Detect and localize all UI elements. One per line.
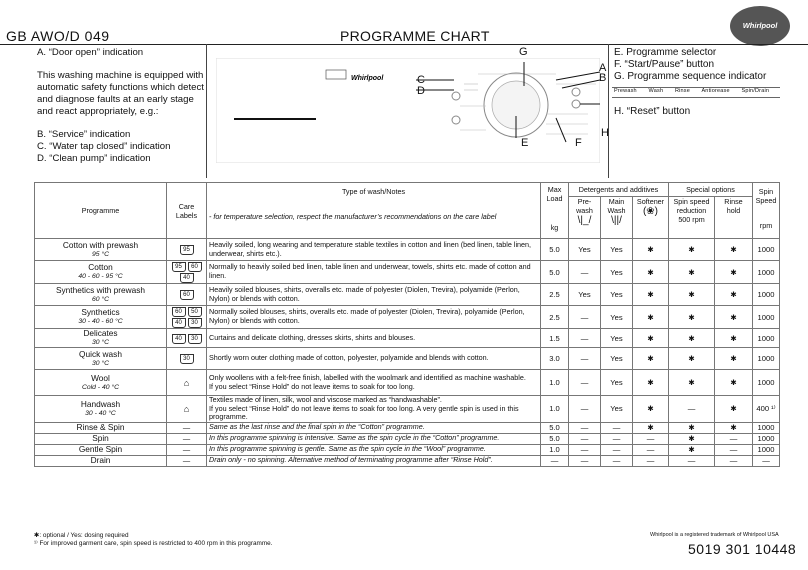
page-title: PROGRAMME CHART <box>340 28 490 44</box>
col-spin-reduction: Spin speed reduction 500 rpm <box>669 197 715 239</box>
table-row <box>35 396 780 423</box>
spin-reduction-value: ✱ <box>669 370 715 396</box>
wash-description: Shortly worn outer clothing made of cotton, polyester, polyamide and blends with cotton. <box>207 348 541 370</box>
model-code: GB AWO/D 049 <box>6 28 110 44</box>
programme-name: Wool Cold - 40 °C <box>35 370 167 396</box>
door-open-indicator <box>234 118 316 120</box>
note-d: D. “Clean pump” indication <box>37 153 151 164</box>
care-labels <box>167 306 207 329</box>
spin-reduction-value: ✱ <box>669 444 715 455</box>
programme-name: Drain <box>35 455 167 466</box>
softener-value: ✱ <box>633 422 669 433</box>
spin-reduction-value: ✱ <box>669 433 715 444</box>
table-row <box>35 239 780 261</box>
softener-value: ✱ <box>633 348 669 370</box>
spin-speed-value: 1000 <box>753 284 780 306</box>
prewash-value: — <box>569 444 601 455</box>
spin-speed-value: 400 ¹⁾ <box>753 396 780 423</box>
care-label-icon: 40 <box>172 318 186 328</box>
max-load: 1.0 <box>541 444 569 455</box>
rinse-hold-value: — <box>715 455 753 466</box>
prewash-value: — <box>569 348 601 370</box>
care-labels <box>167 329 207 348</box>
rinse-hold-value: ✱ <box>715 284 753 306</box>
table-row <box>35 348 780 370</box>
callout-e: E <box>521 137 529 149</box>
seq-rinse: Rinse <box>674 88 690 94</box>
spin-reduction-value: — <box>669 455 715 466</box>
wash-description: Textiles made of linen, silk, wool and viscose marked as “handwashable”. If you select “Rinse Hold” do not leave items to soak for too long. A very gentle spin is used in this programme. <box>207 396 541 423</box>
mainwash-value: Yes <box>601 329 633 348</box>
wash-description: Drain only - no spinning. Alternative method of terminating programme after “Rinse Hold”. <box>207 455 541 466</box>
col-type: Type of wash/Notes <box>341 187 406 196</box>
spin-speed-value: 1000 <box>753 306 780 329</box>
spin-speed-value: 1000 <box>753 261 780 284</box>
care-label-icon: 60 <box>188 262 202 272</box>
programme-name: Cotton 40 - 60 - 95 °C <box>35 261 167 284</box>
programme-table <box>34 182 780 467</box>
col-maxload: Max Load <box>546 185 563 203</box>
prewash-value: Yes <box>569 239 601 261</box>
care-label-icon: 95 <box>172 262 186 272</box>
programme-name: Synthetics 30 - 40 - 60 °C <box>35 306 167 329</box>
wash-description: Same as the last rinse and the final spin in the “Cotton” programme. <box>207 422 541 433</box>
softener-value: ✱ <box>633 329 669 348</box>
spin-speed-value: 1000 <box>753 444 780 455</box>
part-number: 5019 301 10448 <box>688 541 797 557</box>
care-labels <box>167 370 207 396</box>
col-prewash: Pre-wash <box>576 197 593 215</box>
callout-c: C <box>417 74 425 86</box>
mainwash-value: Yes <box>601 284 633 306</box>
prewash-value: — <box>569 306 601 329</box>
prewash-icon: \|_/ <box>577 215 592 226</box>
rinse-hold-value: ✱ <box>715 348 753 370</box>
table-row <box>35 370 780 396</box>
spin-speed-value: 1000 <box>753 370 780 396</box>
callout-a: A <box>599 62 607 74</box>
note-a: A. “Door open” indication <box>37 47 144 58</box>
care-labels <box>167 261 207 284</box>
seq-prewash: Prewash <box>614 88 637 94</box>
control-panel-diagram <box>216 58 600 163</box>
mainwash-icon: \||/ <box>611 215 622 226</box>
care-labels <box>167 284 207 306</box>
mainwash-value: Yes <box>601 306 633 329</box>
rinse-hold-value: ✱ <box>715 396 753 423</box>
callout-f: F <box>575 137 582 149</box>
max-load: 5.0 <box>541 422 569 433</box>
care-label-icon: ⌂ <box>183 403 190 414</box>
col-type-note: - for temperature selection, respect the manufacturer’s recommendations on the care label <box>209 212 497 221</box>
care-label-icon: 40 <box>172 334 186 344</box>
callout-h: H <box>601 127 609 139</box>
rinse-hold-value: ✱ <box>715 261 753 284</box>
care-label-icon: 40 <box>180 273 194 283</box>
table-row <box>35 284 780 306</box>
right-notes <box>614 47 766 83</box>
max-load: 5.0 <box>541 239 569 261</box>
programme-name: Delicates 30 °C <box>35 329 167 348</box>
col-special: Special options <box>669 183 753 197</box>
trademark-note: Whirlpool is a registered trademark of Whirlpool USA <box>650 532 779 538</box>
spin-speed-value: 1000 <box>753 348 780 370</box>
prewash-value: — <box>569 396 601 423</box>
care-label-icon: 30 <box>180 354 194 364</box>
care-label-icon: ⌂ <box>183 377 190 388</box>
spin-reduction-value: ✱ <box>669 422 715 433</box>
table-row <box>35 444 780 455</box>
table-row <box>35 329 780 348</box>
softener-value: ✱ <box>633 239 669 261</box>
divider-right <box>608 44 609 178</box>
spin-speed-value: — <box>753 455 780 466</box>
rinse-hold-value: — <box>715 444 753 455</box>
callout-b: B <box>599 72 607 84</box>
callout-g: G <box>519 46 528 58</box>
divider-left <box>206 44 207 178</box>
spin-speed-value: 1000 <box>753 329 780 348</box>
wash-description: In this programme spinning is gentle. Same as the spin cycle in the “Wool” programme. <box>207 444 541 455</box>
col-detergents: Detergents and additives <box>569 183 669 197</box>
mainwash-value: Yes <box>601 348 633 370</box>
col-rinse-hold: Rinse hold <box>715 197 753 239</box>
seq-wash: Wash <box>648 88 664 94</box>
care-labels: — <box>167 422 207 433</box>
col-mainwash: Main Wash <box>607 197 626 215</box>
wash-description: Heavily soiled blouses, shirts, overalls etc. made of polyester (Diolen, Trevira), polyamide (Perlon, Nylon) or blends with cotton. <box>207 284 541 306</box>
max-load: 2.5 <box>541 284 569 306</box>
col-maxload-unit: kg <box>550 223 559 232</box>
programme-name: Handwash 30 - 40 °C <box>35 396 167 423</box>
spin-reduction-value: ✱ <box>669 329 715 348</box>
programme-name: Gentle Spin <box>35 444 167 455</box>
mainwash-value: — <box>601 455 633 466</box>
max-load: 5.0 <box>541 261 569 284</box>
softener-value: — <box>633 455 669 466</box>
spin-reduction-value: ✱ <box>669 239 715 261</box>
care-labels: — <box>167 433 207 444</box>
rinse-hold-value: ✱ <box>715 370 753 396</box>
wash-description: In this programme spinning is intensive. Same as the spin cycle in the “Cotton” programme. <box>207 433 541 444</box>
spin-reduction-value: — <box>669 396 715 423</box>
footnotes <box>34 532 272 548</box>
care-label-icon: 60 <box>172 307 186 317</box>
rinse-hold-value: — <box>715 433 753 444</box>
col-programme: Programme <box>35 183 167 239</box>
sequence-labels <box>614 88 779 94</box>
softener-value: ✱ <box>633 261 669 284</box>
prewash-value: Yes <box>569 284 601 306</box>
softener-value: ✱ <box>633 306 669 329</box>
col-softener: Softener <box>636 197 665 206</box>
softener-value: — <box>633 444 669 455</box>
mainwash-value: Yes <box>601 370 633 396</box>
care-labels: — <box>167 444 207 455</box>
prewash-value: — <box>569 455 601 466</box>
wash-description: Normally to heavily soiled bed linen, table linen and underwear, towels, shirts etc. made of cotton and linen. <box>207 261 541 284</box>
softener-value: ✱ <box>633 396 669 423</box>
wash-description: Heavily soiled, long wearing and temperature stable textiles in cotton and linen (bed linen, table linen, underwear, shirts etc.). <box>207 239 541 261</box>
prewash-value: — <box>569 422 601 433</box>
prewash-value: — <box>569 261 601 284</box>
note-e: E. Programme selector <box>614 47 717 58</box>
max-load: 5.0 <box>541 433 569 444</box>
rinse-hold-value: ✱ <box>715 422 753 433</box>
softener-value: — <box>633 433 669 444</box>
rinse-hold-value: ✱ <box>715 306 753 329</box>
note-f: F. “Start/Pause” button <box>614 59 715 70</box>
wash-description: Curtains and delicate clothing, dresses skirts, shirts and blouses. <box>207 329 541 348</box>
col-care-labels: Care Labels <box>167 183 207 239</box>
softener-value: ✱ <box>633 370 669 396</box>
rinse-hold-value: ✱ <box>715 239 753 261</box>
mainwash-value: — <box>601 422 633 433</box>
programme-name: Rinse & Spin <box>35 422 167 433</box>
spin-speed-value: 1000 <box>753 433 780 444</box>
prewash-value: — <box>569 433 601 444</box>
mainwash-value: — <box>601 433 633 444</box>
programme-name: Spin <box>35 433 167 444</box>
spin-speed-value: 1000 <box>753 239 780 261</box>
max-load: 1.0 <box>541 396 569 423</box>
col-spin: Spin Speed <box>755 187 777 205</box>
table-row <box>35 455 780 466</box>
care-label-icon: 30 <box>188 318 202 328</box>
max-load: 3.0 <box>541 348 569 370</box>
mainwash-value: Yes <box>601 396 633 423</box>
mainwash-value: — <box>601 444 633 455</box>
care-label-icon: 95 <box>180 245 194 255</box>
table-row <box>35 261 780 284</box>
programme-name: Quick wash 30 °C <box>35 348 167 370</box>
seq-spin-drain: Spin/Drain <box>741 88 770 94</box>
spin-reduction-value: ✱ <box>669 306 715 329</box>
safety-intro: This washing machine is equipped with automatic safety functions which detect and diagnose faults at an early stage and react appropriately, e.g.: <box>37 70 204 117</box>
care-labels: — <box>167 455 207 466</box>
note-g: G. Programme sequence indicator <box>614 71 767 82</box>
max-load: 1.0 <box>541 370 569 396</box>
max-load: 2.5 <box>541 306 569 329</box>
programme-name: Cotton with prewash 95 °C <box>35 239 167 261</box>
care-labels <box>167 239 207 261</box>
spin-reduction-value: ✱ <box>669 348 715 370</box>
mainwash-value: Yes <box>601 239 633 261</box>
spin-reduction-value: ✱ <box>669 261 715 284</box>
mainwash-value: Yes <box>601 261 633 284</box>
seq-antiorease: Antiorease <box>701 88 730 94</box>
softener-icon: (❀) <box>642 206 659 217</box>
table-row <box>35 306 780 329</box>
rinse-hold-value: ✱ <box>715 329 753 348</box>
note-b: B. “Service” indication <box>37 129 131 140</box>
header-divider <box>0 44 808 45</box>
brand-logo: Whirlpool <box>730 6 790 46</box>
spin-reduction-value: ✱ <box>669 284 715 306</box>
callout-d: D <box>417 85 425 97</box>
care-label-icon: 50 <box>188 307 202 317</box>
note-c: C. “Water tap closed” indication <box>37 141 171 152</box>
col-spin-unit: rpm <box>759 221 773 230</box>
svg-text:Whirlpool: Whirlpool <box>351 75 384 82</box>
prewash-value: — <box>569 370 601 396</box>
max-load: — <box>541 455 569 466</box>
prewash-value: — <box>569 329 601 348</box>
care-label-icon: 60 <box>180 290 194 300</box>
care-label-icon: 30 <box>188 334 202 344</box>
spin-speed-value: 1000 <box>753 422 780 433</box>
left-notes <box>37 47 207 165</box>
footnote-spin: ¹⁾ For improved garment care, spin speed is restricted to 400 rpm in this programme. <box>34 540 273 547</box>
softener-value: ✱ <box>633 284 669 306</box>
programme-name: Synthetics with prewash 60 °C <box>35 284 167 306</box>
max-load: 1.5 <box>541 329 569 348</box>
care-labels <box>167 396 207 423</box>
note-h: H. “Reset” button <box>614 106 691 117</box>
table-row <box>35 422 780 433</box>
footnote-optional: ✱: optional / Yes: dosing required <box>34 532 129 539</box>
table-row <box>35 433 780 444</box>
wash-description: Normally soiled blouses, shirts, overalls etc. made of polyester (Diolen, Trevira), polyamide (Perlon, Nylon) or blends with cotton. <box>207 306 541 329</box>
care-labels <box>167 348 207 370</box>
wash-description: Only woollens with a felt-free finish, labelled with the woolmark and identified as machine washable. If you select “Rinse Hold” do not leave items to soak for too long. <box>207 370 541 396</box>
